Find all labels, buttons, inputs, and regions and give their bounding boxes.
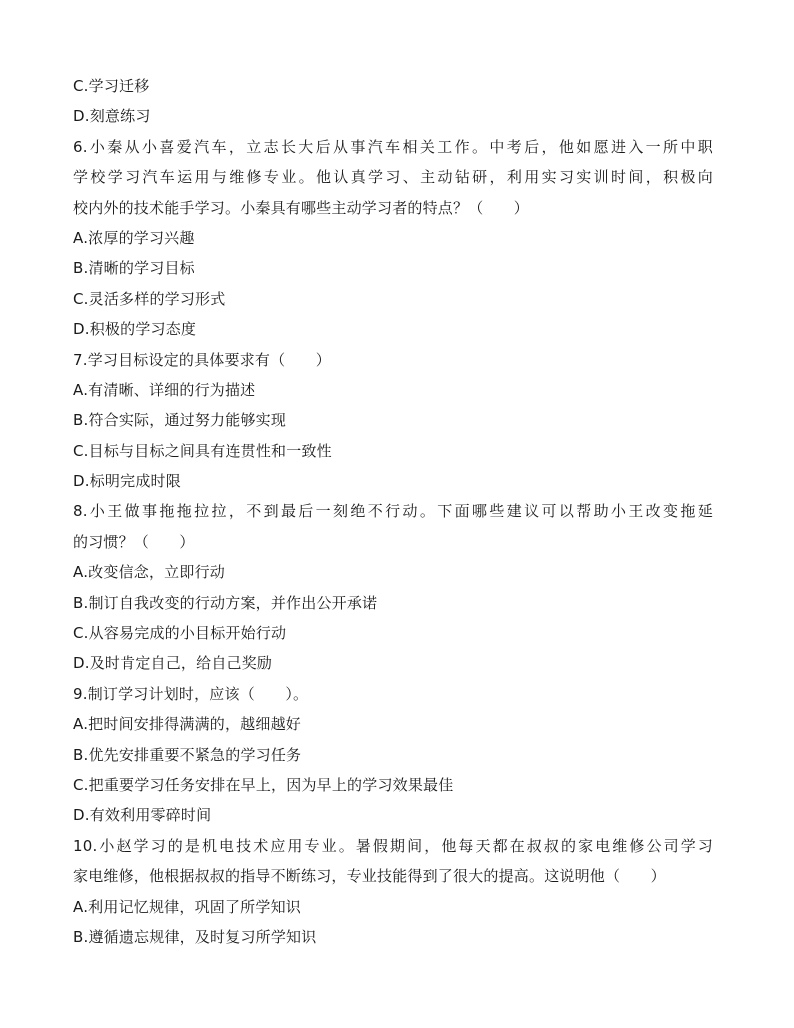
question-7-stem: 7.学习目标设定的具体要求有（ ） xyxy=(73,350,331,369)
question-8-option-c: C.从容易完成的小目标开始行动 xyxy=(73,624,287,643)
option-6d-prev: D.刻意练习 xyxy=(73,107,151,126)
question-10-line-1: 10.小赵学习的是机电技术应用专业。暑假期间，他每天都在叔叔的家电维修公司学习 xyxy=(73,836,713,855)
question-9-option-b: B.优先安排重要不紧急的学习任务 xyxy=(73,745,302,764)
question-6-option-a: A.浓厚的学习兴趣 xyxy=(73,228,195,247)
question-7-option-c: C.目标与目标之间具有连贯性和一致性 xyxy=(73,441,332,460)
question-8-option-b: B.制订自我改变的行动方案，并作出公开承诺 xyxy=(73,593,378,612)
question-10-option-a: A.利用记忆规律，巩固了所学知识 xyxy=(73,897,301,916)
question-6-option-d: D.积极的学习态度 xyxy=(73,320,197,339)
question-9-option-c: C.把重要学习任务安排在早上，因为早上的学习效果最佳 xyxy=(73,775,454,794)
question-8-option-a: A.改变信念，立即行动 xyxy=(73,563,225,582)
question-8-option-d: D.及时肯定自己，给自己奖励 xyxy=(73,654,273,673)
question-6-line-3: 校内外的技术能手学习。小秦具有哪些主动学习者的特点？（ ） xyxy=(73,198,530,217)
document-page xyxy=(73,71,713,952)
question-8-line-2: 的习惯？（ ） xyxy=(73,532,195,551)
question-6-option-b: B.清晰的学习目标 xyxy=(73,259,195,278)
question-9-stem: 9.制订学习计划时，应该（ ）。 xyxy=(73,684,309,703)
question-7-option-a: A.有清晰、详细的行为描述 xyxy=(73,380,256,399)
question-10-line-2: 家电维修，他根据叔叔的指导不断练习，专业技能得到了很大的提高。这说明他（ ） xyxy=(73,867,666,886)
question-7-option-d: D.标明完成时限 xyxy=(73,472,181,491)
question-9-option-d: D.有效利用零碎时间 xyxy=(73,806,212,825)
question-8-line-1: 8.小王做事拖拖拉拉，不到最后一刻绝不行动。下面哪些建议可以帮助小王改变拖延 xyxy=(73,502,713,521)
question-6-option-c: C.灵活多样的学习形式 xyxy=(73,289,226,308)
question-10-option-b: B.遵循遗忘规律，及时复习所学知识 xyxy=(73,927,317,946)
question-6-line-2: 学校学习汽车运用与维修专业。他认真学习、主动钻研，利用实习实训时间，积极向 xyxy=(73,168,713,187)
question-9-option-a: A.把时间安排得满满的，越细越好 xyxy=(73,715,301,734)
question-7-option-b: B.符合实际，通过努力能够实现 xyxy=(73,411,287,430)
question-6-line-1: 6.小秦从小喜爱汽车，立志长大后从事汽车相关工作。中考后，他如愿进入一所中职 xyxy=(73,137,713,156)
option-6c-prev: C.学习迁移 xyxy=(73,77,150,95)
